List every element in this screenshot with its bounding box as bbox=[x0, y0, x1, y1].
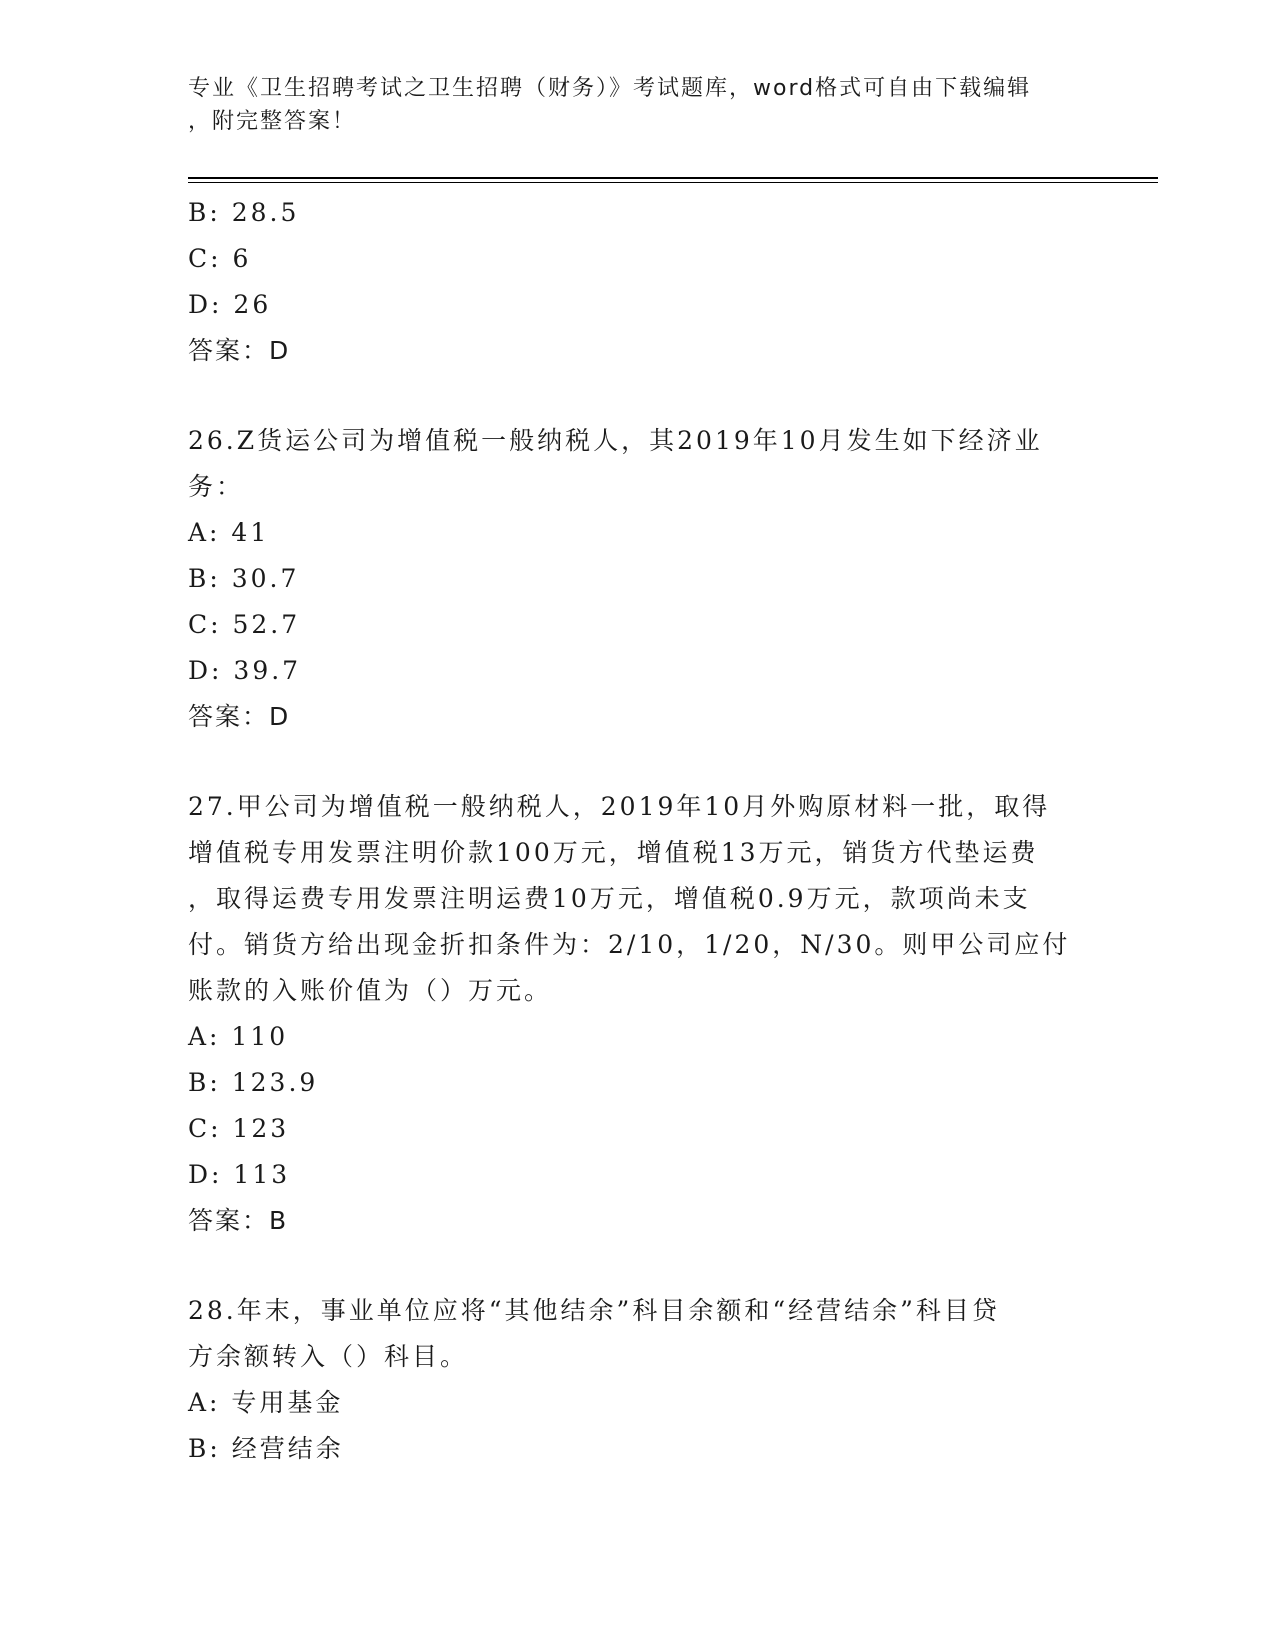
option-a: A: 41 bbox=[188, 518, 270, 547]
question-text-line: 方余额转入（）科目。 bbox=[188, 1342, 469, 1371]
spacer bbox=[188, 740, 1088, 784]
question-content bbox=[188, 190, 1088, 1472]
option-c: C: 6 bbox=[188, 244, 252, 273]
answer-line: 答案：D bbox=[188, 336, 291, 365]
question-text-line: 26.Z货运公司为增值税一般纳税人，其2019年10月发生如下经济业 bbox=[188, 426, 1043, 455]
option-b: B: 经营结余 bbox=[188, 1434, 344, 1463]
question-text bbox=[188, 784, 1071, 1014]
header-divider-thick bbox=[188, 177, 1158, 179]
option-d: D: 26 bbox=[188, 290, 272, 319]
option-c: C: 123 bbox=[188, 1114, 290, 1143]
question-text-line: 付。销货方给出现金折扣条件为：2/10，1/20，N/30。则甲公司应付 bbox=[188, 930, 1071, 959]
answer-line: 答案：D bbox=[188, 702, 291, 731]
spacer bbox=[188, 374, 1088, 418]
header-line-1: 专业《卫生招聘考试之卫生招聘（财务）》考试题库，word格式可自由下载编辑 bbox=[188, 76, 1032, 101]
question-text-line: 27.甲公司为增值税一般纳税人，2019年10月外购原材料一批，取得 bbox=[188, 792, 1051, 821]
option-a: A: 专用基金 bbox=[188, 1388, 344, 1417]
option-c: C: 52.7 bbox=[188, 610, 301, 639]
option-b: B: 30.7 bbox=[188, 564, 300, 593]
question-text-line: 账款的入账价值为（）万元。 bbox=[188, 976, 553, 1005]
question-26 bbox=[188, 418, 1088, 740]
question-25-tail bbox=[188, 190, 1088, 374]
question-28 bbox=[188, 1288, 1088, 1472]
option-a: A: 110 bbox=[188, 1022, 289, 1051]
header-line-2: ，附完整答案！ bbox=[188, 109, 357, 134]
question-text bbox=[188, 1288, 1068, 1380]
question-text-line: 务： bbox=[188, 472, 245, 501]
option-d: D: 39.7 bbox=[188, 656, 302, 685]
spacer bbox=[188, 1244, 1088, 1288]
question-text-line: 增值税专用发票注明价款100万元，增值税13万元，销货方代垫运费 bbox=[188, 838, 1039, 867]
option-d: D: 113 bbox=[188, 1160, 291, 1189]
question-text bbox=[188, 418, 1068, 510]
option-b: B: 123.9 bbox=[188, 1068, 319, 1097]
document-header bbox=[188, 72, 1068, 138]
question-27 bbox=[188, 784, 1088, 1244]
question-text-line: 28.年末，事业单位应将“其他结余”科目余额和“经营结余”科目贷 bbox=[188, 1296, 1000, 1325]
question-text-line: ，取得运费专用发票注明运费10万元，增值税0.9万元，款项尚未支 bbox=[188, 884, 1031, 913]
option-b: B: 28.5 bbox=[188, 198, 300, 227]
header-divider-thin bbox=[188, 182, 1158, 183]
answer-line: 答案：B bbox=[188, 1206, 289, 1235]
